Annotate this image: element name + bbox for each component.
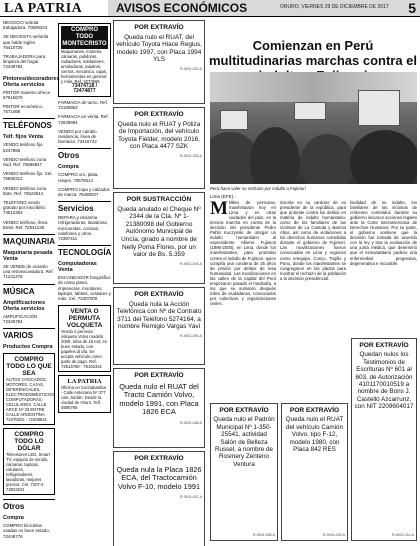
notice-header: POR EXTRAVÍO	[134, 291, 184, 298]
notice-header: POR EXTRAVÍO	[289, 407, 340, 414]
classified-ad: TELÉFONO vendo gratuito por inscribirlo. 74512363	[3, 200, 47, 216]
notice-ad	[113, 192, 205, 284]
drop-cap: M	[210, 200, 228, 219]
page-header	[0, 0, 420, 16]
box-ad-body: Vendo o permuto volqueta Volvo modelo 2008, tolva de 15 m3, en buen estado, con papeles al día. Se acepta vehículo como parte de pago. Ref. 72514780 - 76162341	[61, 329, 108, 370]
section-title: AVISOS ECONÓMICOS	[116, 1, 248, 15]
classified-ad: SE VENDE de ocasión una retroexcavadora. Ref. 71241478	[3, 264, 54, 280]
notice-body: Queda nulo el RUAT del vehículo Camión Volvo, tipo F-12, modelo 1980, con Placa 842 RES	[285, 416, 344, 454]
dateline: ORURO, VIERNES 29 DE DICIEMBRE DE 2017	[280, 4, 389, 10]
notice-ad	[113, 20, 205, 104]
section-bar	[108, 0, 420, 16]
category-otros: Otros	[58, 148, 111, 160]
box-ad-phone: 73474718 / 72474877	[71, 83, 98, 94]
notice-body: Queda nula la Acción Telefónica con Nº de Contrato 3711 del Teléfono 5274164, a nombre Remigio Vargas Yavi	[116, 300, 202, 331]
category-tecnologia: TECNOLOGÍA	[58, 245, 111, 257]
notice-body: Queda anulado el Cheque Nº 2344 de la Cta. Nº 1-21380098 del Gobierno Autónomo Municipal de Uncía, girado a nombre de Nelly Poma Flores, por un valor de Bs. 5.359	[117, 205, 201, 259]
classified-ad: VENDO teléfono fijo. Cel. 75890312	[3, 171, 53, 182]
notice-code: R-0001-010-A	[392, 532, 414, 537]
classified-ad: VENDO teléfono zona Este. Ref. 76523544	[3, 185, 47, 196]
classified-ad: NEGOCIO solicita trabajadora. 70608344	[3, 20, 48, 31]
classified-ad: COMPRO oro, plata, relojes. 70578514	[58, 172, 99, 183]
notice-body: Queda nulo el RUAT, del vehículo Toyota Hiace Regius, modelo 1997, con Placa 1994 YLS	[116, 33, 202, 64]
notice-ad	[351, 338, 417, 541]
box-ad-title: LA PATRIA	[67, 378, 102, 386]
classified-ad: REPARA y desarma refrigeradoras, lavadoras, microondas, cocinas, calefones y otros. 72387411	[58, 215, 109, 242]
article-column-3	[350, 200, 417, 336]
notice-ad	[113, 368, 205, 448]
classified-ad: FARMACIA de turno. Ref. 72180963	[58, 100, 109, 111]
category-varios: VARIOS	[3, 328, 55, 340]
subcategory-varios: Productos Compra	[3, 344, 53, 351]
notice-ad	[113, 107, 205, 189]
classified-ad: PINTOR maestro ofrece 67915679	[3, 89, 51, 100]
box-ad-title: VENTA O PERMUTA VOLQUETA	[66, 308, 103, 330]
box-ad-title: COMPRO TODO LO DÓLAR	[14, 431, 44, 453]
notice-body: Queda nula la Placa 1826 ECA, del Tractocamión Volvo F-10, modelo 1991	[116, 464, 202, 491]
header-rule	[0, 16, 420, 17]
notice-ad	[113, 287, 205, 365]
classified-ad: FARMACIA en venta. Ref. 72549984	[58, 114, 109, 125]
classified-ad: SE NECESITA señorita que hable inglés. 76410735	[3, 34, 49, 50]
notice-body: Queda nulo el RUAT del Tracto Camión Volvo, modelo 1991, con Placa 1826 ECA	[119, 381, 199, 417]
classified-ad: COMPRO ropa y calzados de marca. 76488037	[58, 186, 110, 198]
box-ad-body: AUTOS CHOCADOS, MOTORES, CAJAS, DIFERENCIALES, ELECTRODOMÉSTICOS, COMPUTADORAS, CELULARES. CALLE ARCE Nº 33 ENTRE CALLE ARGENTINA. 72470022 - 72408841	[6, 377, 56, 423]
article-column-2	[280, 200, 346, 400]
page-number: 5	[408, 0, 416, 16]
box-ad-dolar	[3, 428, 55, 495]
box-ad-compro	[3, 353, 55, 425]
classified-ad: ESCANEADOR fotográfico de cama plana, impresoras, monitores, laptops, tablets, celulares y más. Cel. 72407000	[58, 275, 111, 302]
notice-code: R-0001-004-A	[180, 261, 202, 266]
classified-ad: VENDO teléfono zona Sud. Ref. 76585847	[3, 156, 47, 168]
box-ad-montecristo	[58, 23, 111, 97]
article-headline: Comienzan en Perú multitudinarias marchas contra el	[208, 38, 418, 68]
subcategory-tecnologia: Computadoras Venta	[58, 261, 97, 274]
box-ad-title: COMPRO TODO LO QUE SEA	[6, 356, 52, 378]
classified-ad: VENDO por cambio residencia, línea de farmacia. 73416742	[58, 128, 97, 145]
box-ad-lapatria	[58, 375, 111, 413]
box-ad-body: Televisores LED, Smart TV, equipos de sonido, cámaras, laptops, celulares, refrigeradores, lavadoras, mejores precios. Cel. 7207-2 73823221	[6, 452, 50, 493]
category-servicios: Servicios	[58, 201, 111, 213]
article-photo	[210, 72, 417, 184]
article-byline: Lima (EFE).-	[210, 194, 237, 199]
classified-ad: COMPRO bicicletas usadas en buen estado. 72449776	[3, 523, 50, 539]
subcategory-otros: Compra	[3, 515, 24, 522]
masthead: LA PATRIA	[4, 1, 83, 16]
box-ad-body: Oficina en Cochabamba - Calle Antezana Nº 377 casi Jordán. Desde la ciudad de Oruro. Telf. 4580766	[61, 385, 106, 411]
notice-code: R-0001-005-A	[180, 333, 202, 338]
box-ad-volqueta	[58, 305, 111, 372]
notice-header: POR EXTRAVÍO	[134, 111, 184, 118]
notice-header: POR EXTRAVÍO	[134, 24, 184, 31]
notice-body: Quedan nulos los Testimonios de Escrituras Nº 601 al 603, de Autorización 4101170010519 a nombre de Bons J. Castelló Azcarrunz, con NIT 2209604017	[354, 351, 414, 411]
classifieds-column-2	[58, 20, 111, 416]
category-telefonos: TELÉFONOS	[3, 118, 55, 130]
notice-body: Queda nulo el RUAT y Póliza de Importación, del vehículo Toyota Fielder, modelo 2016, con Placa 4477 SZK	[117, 120, 201, 151]
photo-caption: Perú hace valer su rechazo por indulto a Fujimori	[210, 186, 306, 191]
notices-column	[113, 20, 205, 546]
classified-ad: TRABAJADORA para limpieza del hogar. 72449784	[3, 54, 46, 70]
category-pintores: Pintores/decoradores Oferta servicios	[3, 75, 60, 88]
classified-ad: PINTOR económico. 7571468	[3, 104, 44, 115]
notice-header: POR EXTRAVÍO	[219, 407, 269, 414]
article-text: inscrita en su carácter de ex presidente de la república, para que proteste contra los delitos en materia de indulto humanitario, como de los familiares de las víctimas de La Cantuta y Barrios Altos, así como de violaciones a los derechos humanos cometidas durante el gobierno de Fujimori. Las movilizaciones fueron convocadas en Lima y regiones como Arequipa, Cusco, Trujillo y Puno, donde los manifestantes se congregaron en las plazas para mostrar el rechazo de la población a la decisión presidencial.	[280, 200, 346, 281]
notice-ad	[210, 403, 278, 541]
article-text: Miles de personas, manifestaron hoy en Lima y en otras ciudades del país, en la tercera marcha en contra de la decisión del presidente Pedro Pablo Kuczynski de otorgar un indulto humanitario al expresidente Alberto Fujimori (1990-2000), en Lima, donde los manifestantes, para protestar contra el indulto de Fujimori, quien cumplía una condena de 25 años de prisión por delitos de lesa humanidad. Las movilizaciones en las calles de la capital del Perú empezaron pasado el mediodía, a los que se sumaron después miles de ciudadanos, convocados por colectivos y organizaciones civiles.	[210, 200, 276, 306]
classified-ad: VENDO teléfono, línea Entel. Ref. 72541236	[3, 219, 48, 230]
classified-ad: VENDO teléfono fijo. 5247856	[3, 142, 44, 153]
box-ad-title: COMPRO TODO MONTECRISTO	[62, 27, 107, 47]
notice-ad	[113, 451, 205, 546]
notice-header: POR EXTRAVÍO	[359, 342, 409, 349]
box-ad-body: Maquinarias, motores, cámaras, pulidoras, radiadores, soldadores, amoladoras, taladros, cierras, mecánica, cajas, herramientas en general y más. Ref. 3273506	[61, 49, 108, 84]
notice-code: R-0001-007-A	[180, 495, 202, 500]
article-text: facilidad de su indulto, los familiares de las víctimas de crímenes cometidos durante su gobierno iniciaron acciones legales ante la Corte Interamericana de Derechos Humanos. Por su parte, el gobierno sostiene que la decisión fue tomada de acuerdo con la ley y tras la evaluación de una junta médica, que determinó que el exmandatario padece una enfermedad progresiva, degenerativa e incurable.	[350, 200, 417, 266]
notice-code: R-0001-008-A	[253, 532, 275, 537]
notice-ad	[281, 403, 348, 541]
category-musica: MÚSICA	[3, 284, 55, 296]
notice-code: R-0001-002-A	[180, 66, 202, 71]
notice-header: POR EXTRAVÍO	[134, 372, 184, 379]
notice-code: R-0001-009-A	[323, 532, 345, 537]
subcategory-telefonos: Telf. fijos Venta	[3, 134, 43, 141]
article-column-1	[210, 200, 276, 400]
category-otros: Otros	[3, 499, 55, 511]
notice-header: POR EXTRAVÍO	[134, 455, 184, 462]
notice-header: POR SUSTRACCIÓN	[126, 196, 192, 203]
classifieds-column-1	[3, 20, 60, 543]
classified-ad: AMPLIFICACIÓN 72346784	[3, 313, 38, 324]
notice-code: R-0001-006-A	[180, 420, 202, 425]
notice-code: R-0001-003-A	[180, 153, 202, 158]
category-maquinaria: MAQUINARIA	[3, 234, 55, 246]
subcategory-maquinaria: Maquinaria pesada Venta	[3, 250, 53, 263]
notice-body: Queda nulo el Padrón Municipal Nº 1-350-25541, actividad Salón de Belleza Russel, a nombre de Rosmery Zenteno Ventura	[213, 416, 275, 468]
subcategory-musica: Amplificaciones Oferta servicios	[3, 299, 46, 312]
subcategory-otros: Compra	[58, 164, 79, 171]
